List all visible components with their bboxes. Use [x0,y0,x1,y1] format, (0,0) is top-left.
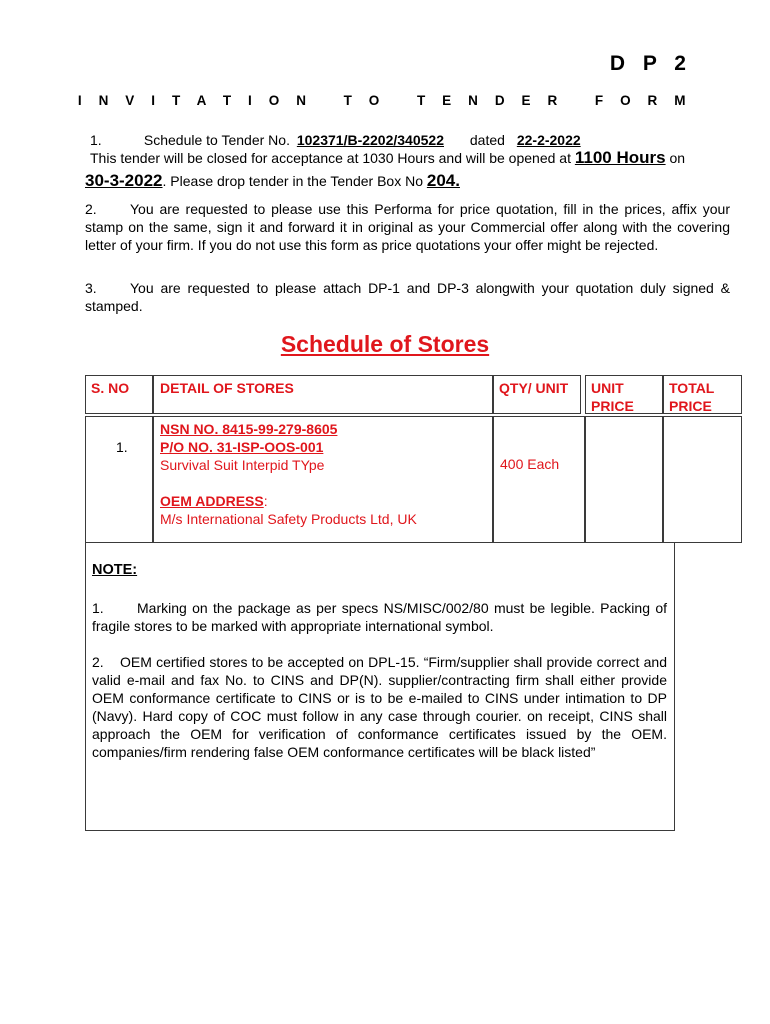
nsn-number: NSN NO. 8415-99-279-8605 [160,421,338,437]
header-sno: S. NO [91,380,130,396]
header-sno-cell [85,375,153,414]
form-heading: I N V I T A T I O N T O T E N D E R F O R M [77,93,693,108]
po-number: P/O NO. 31-ISP-OOS-001 [160,439,324,455]
note-title: NOTE: [92,562,138,578]
on-label: on [669,150,686,167]
item-3 [85,279,730,315]
note-2-number: 2. [92,654,104,670]
item-2 [85,200,730,255]
note-1-text: Marking on the package as per specs NS/MISC/002/80 must be legible. Packing of fragile stores to be marked with appropriate international symbol. [92,600,667,634]
tender-box-number: 204. [426,171,460,190]
row-total-price-cell[interactable] [663,416,742,543]
note-box [85,542,675,831]
opening-time: 1100 Hours [574,148,666,168]
item-3-number: 3. [85,280,97,296]
oem-address-label: OEM ADDRESS [160,493,264,509]
header-unit-price-cell [585,375,663,414]
item-2-text: You are requested to please use this Performa for price quotation, fill in the prices, affix your stamp on the same, sign it and forward it in original as your Commercial offer along with the covering letter of your firm. If you do not use this form as price quotations your offer might be rejected. [85,201,730,254]
header-qty: QTY/ UNIT [499,380,569,396]
row-sno-cell [85,416,153,543]
header-detail: DETAIL OF STORES [160,380,294,396]
schedule-label: Schedule to Tender No. [143,132,290,148]
header-qty-cell [493,375,581,414]
header-detail-cell [153,375,493,414]
tender-number: 102371/B-2202/340522 [296,132,444,148]
row-detail-cell [153,416,493,543]
row-qty: 400 Each [500,456,560,472]
item-1-number: 1. [90,132,102,148]
closing-text: This tender will be closed for acceptance at 1030 Hours and will be opened at [90,150,571,167]
row-sno: 1. [116,439,128,455]
dated-label: dated [469,132,505,148]
note-2 [92,653,667,761]
item-1 [90,131,740,167]
row-unit-price-cell[interactable] [585,416,663,543]
tender-date: 22-2-2022 [516,132,581,148]
header-total-price-cell [663,375,742,414]
item-name: Survival Suit Interpid TYpe [160,457,325,473]
drop-text: . Please drop tender in the Tender Box No [162,173,423,189]
header-unit-price: UNIT PRICE [591,380,634,414]
item-1-line3 [85,172,735,190]
header-total-price: TOTAL PRICE [669,380,715,414]
oem-address-colon: : [263,493,268,509]
note-1-number: 1. [92,600,104,616]
note-1 [92,599,667,635]
note-2-text: OEM certified stores to be accepted on DPL-15. “Firm/supplier shall provide correct and valid e-mail and fax No. to CINS and DP(N). supplier/contracting firm shall either provide OEM conformance certificate to CINS or is to be e-mailed to CINS under intimation to DP (Navy). Hard copy of COC must follow in any case through courier. on receipt, CINS shall approach the OEM for verification of conformance certificates issued by the OEM. companies/firm rendering false OEM conformance certificates will be black listed” [92,654,667,760]
oem-address: M/s International Safety Products Ltd, UK [160,511,417,527]
document-code: D P 2 [609,52,692,75]
item-2-number: 2. [85,201,97,217]
row-qty-cell [493,416,585,543]
opening-date: 30-3-2022 [85,171,163,190]
item-3-text: You are requested to please attach DP-1 and DP-3 alongwith your quotation duly signed & stamped. [85,280,730,315]
schedule-title: Schedule of Stores [280,331,490,357]
